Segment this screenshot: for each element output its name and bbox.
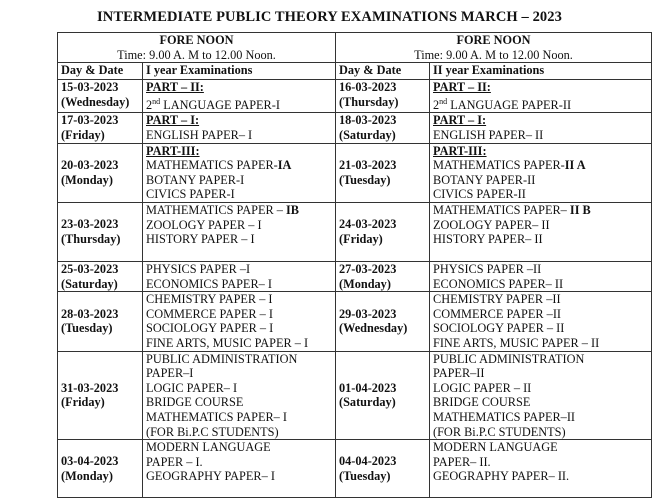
first-year-subjects: [143, 143, 336, 202]
second-year-subjects: [430, 262, 652, 292]
exam-date: 03-04-2023: [61, 454, 119, 469]
exam-date: 21-03-2023: [339, 158, 397, 173]
part-label: PART – I:: [146, 113, 200, 128]
subject-line: MATHEMATICS PAPER–II: [433, 409, 576, 424]
second-year-subjects: [430, 143, 652, 202]
second-year-subjects: [430, 203, 652, 262]
part-label: PART – II:: [433, 80, 491, 95]
second-year-subjects: [430, 292, 652, 351]
subject-line: ENGLISH PAPER– I: [146, 128, 253, 143]
subject-line: LOGIC PAPER– I: [146, 380, 238, 395]
subject-line: PAPER–II: [433, 366, 485, 381]
exam-row: [58, 440, 652, 498]
session-header-row: [58, 33, 652, 63]
exam-day: (Friday): [61, 128, 105, 143]
first-year-subjects: [143, 351, 336, 440]
exam-date: 27-03-2023: [339, 262, 397, 277]
exam-date: 16-03-2023: [339, 80, 397, 95]
subject-line: SOCIOLOGY PAPER – I: [146, 321, 274, 336]
exam-day: (Tuesday): [339, 172, 391, 187]
exam-row: [58, 80, 652, 113]
subject-line: GEOGRAPHY PAPER– II.: [433, 469, 570, 484]
subject-line: PAPER–I: [146, 366, 194, 381]
exam-schedule-table: [57, 32, 652, 498]
subject-line: GEOGRAPHY PAPER– I: [146, 469, 275, 484]
date-cell: [58, 440, 143, 498]
part-label: PART – I:: [433, 113, 487, 128]
exam-day: (Saturday): [61, 276, 118, 291]
exam-date: 23-03-2023: [61, 217, 119, 232]
exam-row: [58, 143, 652, 202]
date-cell: [336, 351, 430, 440]
subject-line: ZOOLOGY PAPER– II: [433, 217, 550, 232]
exam-day: (Tuesday): [61, 321, 113, 336]
subject-line: SOCIOLOGY PAPER – II: [433, 321, 565, 336]
exam-day: (Wednesday): [61, 94, 130, 109]
exam-day: (Saturday): [339, 395, 396, 410]
exam-row: [58, 203, 652, 262]
date-cell: [336, 203, 430, 262]
second-year-session-cell: [336, 33, 652, 63]
session-name: FORE NOON: [456, 33, 531, 47]
exam-date: 31-03-2023: [61, 380, 119, 395]
exam-date: 17-03-2023: [61, 113, 119, 128]
exam-date: 28-03-2023: [61, 306, 119, 321]
subject-line: 2nd LANGUAGE PAPER-II: [433, 96, 572, 112]
exam-day: (Friday): [339, 232, 383, 247]
day-date-header: Day & Date: [58, 63, 143, 80]
page-title: INTERMEDIATE PUBLIC THEORY EXAMINATIONS MARCH – 2023: [97, 9, 562, 25]
exam-row: [58, 113, 652, 143]
first-year-subjects: [143, 80, 336, 113]
date-cell: [336, 292, 430, 351]
exam-day: (Thursday): [339, 94, 399, 109]
exam-date: 25-03-2023: [61, 262, 119, 277]
date-cell: [58, 351, 143, 440]
subject-line: PHYSICS PAPER –II: [433, 262, 542, 277]
second-year-subjects: [430, 440, 652, 498]
exam-date: 15-03-2023: [61, 80, 119, 95]
exam-row: [58, 351, 652, 440]
subject-line: FINE ARTS, MUSIC PAPER – II: [433, 336, 600, 350]
subject-line: CHEMISTRY PAPER – I: [146, 292, 273, 307]
subject-line: BOTANY PAPER-II: [433, 172, 536, 187]
exam-day: (Saturday): [339, 128, 396, 143]
day-date-header: Day & Date: [336, 63, 430, 80]
exam-day: (Monday): [61, 172, 113, 187]
date-cell: [58, 143, 143, 202]
subject-line: BRIDGE COURSE: [146, 395, 244, 410]
subject-line: HISTORY PAPER– II: [433, 232, 543, 247]
exam-date: 29-03-2023: [339, 306, 397, 321]
date-cell: [336, 80, 430, 113]
first-year-session-cell: [58, 33, 336, 63]
date-cell: [336, 143, 430, 202]
subject-line: (FOR Bi.P.C STUDENTS): [146, 424, 279, 439]
exam-day: (Tuesday): [339, 468, 391, 483]
subject-line: MODERN LANGUAGE: [146, 440, 271, 455]
date-cell: [58, 292, 143, 351]
subject-line: CIVICS PAPER-II: [433, 187, 526, 202]
part-label: PART – II:: [146, 80, 204, 95]
first-year-subjects: [143, 262, 336, 292]
subject-line: MATHEMATICS PAPER– II B: [433, 203, 591, 218]
subject-line: MATHEMATICS PAPER-II A: [433, 158, 586, 173]
subject-line: COMMERCE PAPER – I: [146, 306, 273, 321]
date-cell: [336, 262, 430, 292]
subject-line: MATHEMATICS PAPER-IA: [146, 158, 292, 173]
exam-day: (Friday): [61, 395, 105, 410]
exam-date: 01-04-2023: [339, 380, 397, 395]
subject-line: PUBLIC ADMINISTRATION: [433, 351, 585, 366]
subject-line: CHEMISTRY PAPER –II: [433, 292, 561, 307]
column-header-row: [58, 63, 652, 80]
subject-line: CIVICS PAPER-I: [146, 187, 235, 202]
session-time: Time: 9.00 A. M to 12.00 Noon.: [414, 47, 573, 62]
exam-day: (Monday): [61, 468, 113, 483]
exam-date: 18-03-2023: [339, 113, 397, 128]
subject-line: PHYSICS PAPER –I: [146, 262, 251, 277]
subject-line: (FOR Bi.P.C STUDENTS): [433, 424, 566, 439]
subject-line: MATHEMATICS PAPER– I: [146, 409, 287, 424]
subject-line: BOTANY PAPER-I: [146, 172, 245, 187]
second-year-subjects: [430, 351, 652, 440]
date-cell: [336, 113, 430, 143]
subject-line: ENGLISH PAPER– II: [433, 128, 544, 143]
first-year-subjects: [143, 203, 336, 262]
second-year-header: II year Examinations: [430, 63, 652, 80]
subject-line: PAPER – I.: [146, 454, 203, 469]
date-cell: [336, 440, 430, 498]
second-year-subjects: [430, 113, 652, 143]
subject-line: ECONOMICS PAPER– II: [433, 276, 564, 291]
part-label: PART-III:: [146, 143, 200, 158]
session-time: Time: 9.00 A. M to 12.00 Noon.: [117, 47, 276, 62]
exam-day: (Thursday): [61, 232, 121, 247]
first-year-subjects: [143, 292, 336, 351]
exam-date: 24-03-2023: [339, 217, 397, 232]
subject-line: 2nd LANGUAGE PAPER-I: [146, 96, 280, 112]
subject-line: COMMERCE PAPER –II: [433, 306, 562, 321]
subject-line: PUBLIC ADMINISTRATION: [146, 351, 298, 366]
subject-line: MODERN LANGUAGE: [433, 440, 558, 455]
date-cell: [58, 203, 143, 262]
subject-line: ECONOMICS PAPER– I: [146, 276, 272, 291]
subject-line: LOGIC PAPER – II: [433, 380, 532, 395]
subject-line: HISTORY PAPER – I: [146, 232, 255, 247]
exam-date: 04-04-2023: [339, 454, 397, 469]
exam-row: [58, 292, 652, 351]
date-cell: [58, 262, 143, 292]
date-cell: [58, 80, 143, 113]
subject-line: FINE ARTS, MUSIC PAPER – I: [146, 336, 309, 350]
second-year-subjects: [430, 80, 652, 113]
part-label: PART-III:: [433, 143, 487, 158]
first-year-subjects: [143, 113, 336, 143]
subject-line: ZOOLOGY PAPER – I: [146, 217, 262, 232]
subject-line: BRIDGE COURSE: [433, 395, 531, 410]
first-year-subjects: [143, 440, 336, 498]
subject-line: MATHEMATICS PAPER – IB: [146, 203, 299, 218]
exam-day: (Wednesday): [339, 321, 408, 336]
session-name: FORE NOON: [159, 33, 234, 47]
exam-row: [58, 262, 652, 292]
subject-line: PAPER– II.: [433, 454, 491, 469]
exam-date: 20-03-2023: [61, 158, 119, 173]
date-cell: [58, 113, 143, 143]
first-year-header: I year Examinations: [143, 63, 336, 80]
exam-day: (Monday): [339, 276, 391, 291]
